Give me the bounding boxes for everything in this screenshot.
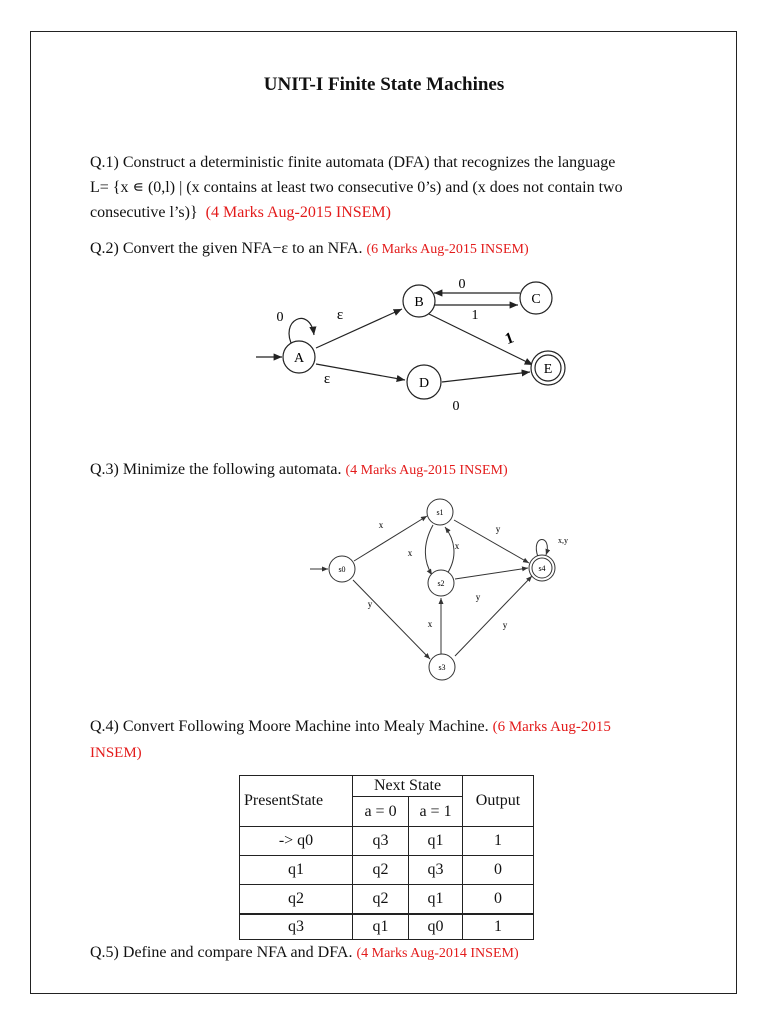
page-title: UNIT-I Finite State Machines (263, 74, 505, 95)
table-row (240, 856, 534, 885)
state-s2-label: s2 (437, 579, 445, 588)
label-s0-s3: y (367, 599, 373, 609)
label-d-e: 0 (452, 399, 460, 414)
state-s4-label: s4 (538, 564, 546, 573)
cell-output: 1 (463, 914, 534, 940)
label-s1-s2: x (407, 548, 413, 558)
q1-text-end: consecutive l’s)} (90, 204, 198, 221)
header-a1: a = 1 (409, 797, 463, 827)
q1-marks: (4 Marks Aug-2015 INSEM) (205, 204, 391, 221)
header-present-state: PresentState (240, 776, 353, 827)
cell-output: 1 (463, 827, 534, 856)
label-s3-s2: x (427, 619, 433, 629)
edge-s4-loop (536, 539, 547, 557)
label-s0-s1: x (378, 520, 384, 530)
state-d-label: D (418, 376, 430, 391)
edge-s1-s4 (454, 520, 529, 563)
cell-a0: q1 (353, 914, 409, 940)
label-s2-s4: y (475, 592, 481, 602)
label-a-b: ε (336, 307, 344, 323)
moore-machine-table (239, 775, 534, 940)
edge-s0-s3 (353, 580, 430, 659)
state-b-label: B (414, 295, 424, 310)
header-a0: a = 0 (353, 797, 409, 827)
cell-a1: q3 (409, 856, 463, 885)
state-c-label: C (531, 292, 541, 307)
label-a-d: ε (323, 371, 331, 387)
table-row (240, 885, 534, 914)
q3-text: Q.3) Minimize the following automata. (90, 461, 342, 478)
state-s3-label: s3 (438, 663, 446, 672)
cell-state: q1 (240, 856, 353, 885)
cell-state: -> q0 (240, 827, 353, 856)
label-s3-s4: y (502, 620, 508, 630)
header-next-state: Next State (353, 776, 463, 797)
label-b-e: 1 (502, 329, 517, 349)
label-s1-s4: y (495, 524, 501, 534)
header-output: Output (463, 776, 534, 827)
label-b-c: 1 (471, 308, 479, 323)
q4-text: Q.4) Convert Following Moore Machine into Mealy Machine. (90, 718, 489, 735)
table-header-row-1 (240, 776, 534, 797)
question-5 (90, 940, 678, 966)
edge-s0-s1 (354, 516, 427, 561)
cell-output: 0 (463, 856, 534, 885)
q2-text: Q.2) Convert the given NFA−ε to an NFA. (90, 240, 363, 257)
label-s2-s1: x (454, 541, 460, 551)
edge-s1-s2 (425, 525, 433, 575)
table-row (240, 827, 534, 856)
cell-a1: q0 (409, 914, 463, 940)
cell-a0: q2 (353, 885, 409, 914)
cell-state: q3 (240, 914, 353, 940)
state-a-label: A (293, 351, 305, 366)
question-4 (90, 714, 678, 766)
state-e-label: E (543, 362, 553, 377)
q5-marks: (4 Marks Aug-2014 INSEM) (356, 946, 519, 961)
q3-marks: (4 Marks Aug-2015 INSEM) (345, 463, 508, 478)
cell-a0: q2 (353, 856, 409, 885)
q1-line-1: Q.1) Construct a deterministic finite automata (DFA) that recognizes the language (90, 154, 616, 171)
label-a-loop: 0 (276, 310, 284, 325)
q1-line-2: L= {x ∊ (0,l) | (x contains at least two consecutive 0’s) and (x does not contain two (90, 179, 623, 196)
q4-marks-part2: INSEM) (90, 745, 142, 761)
cell-output: 0 (463, 885, 534, 914)
state-s1-label: s1 (436, 508, 444, 517)
cell-a1: q1 (409, 827, 463, 856)
edge-s3-s4 (455, 576, 532, 656)
label-s4-loop: x,y (558, 536, 568, 545)
q4-marks-part1: (6 Marks Aug-2015 (492, 719, 611, 735)
edge-s2-s1 (445, 527, 454, 574)
q5-text: Q.5) Define and compare NFA and DFA. (90, 944, 353, 961)
label-c-b: 0 (458, 277, 466, 292)
cell-state: q2 (240, 885, 353, 914)
state-s0-label: s0 (338, 565, 346, 574)
cell-a1: q1 (409, 885, 463, 914)
edge-s2-s4 (455, 568, 528, 579)
q2-marks: (6 Marks Aug-2015 INSEM) (366, 242, 529, 257)
table-row (240, 914, 534, 940)
cell-a0: q3 (353, 827, 409, 856)
